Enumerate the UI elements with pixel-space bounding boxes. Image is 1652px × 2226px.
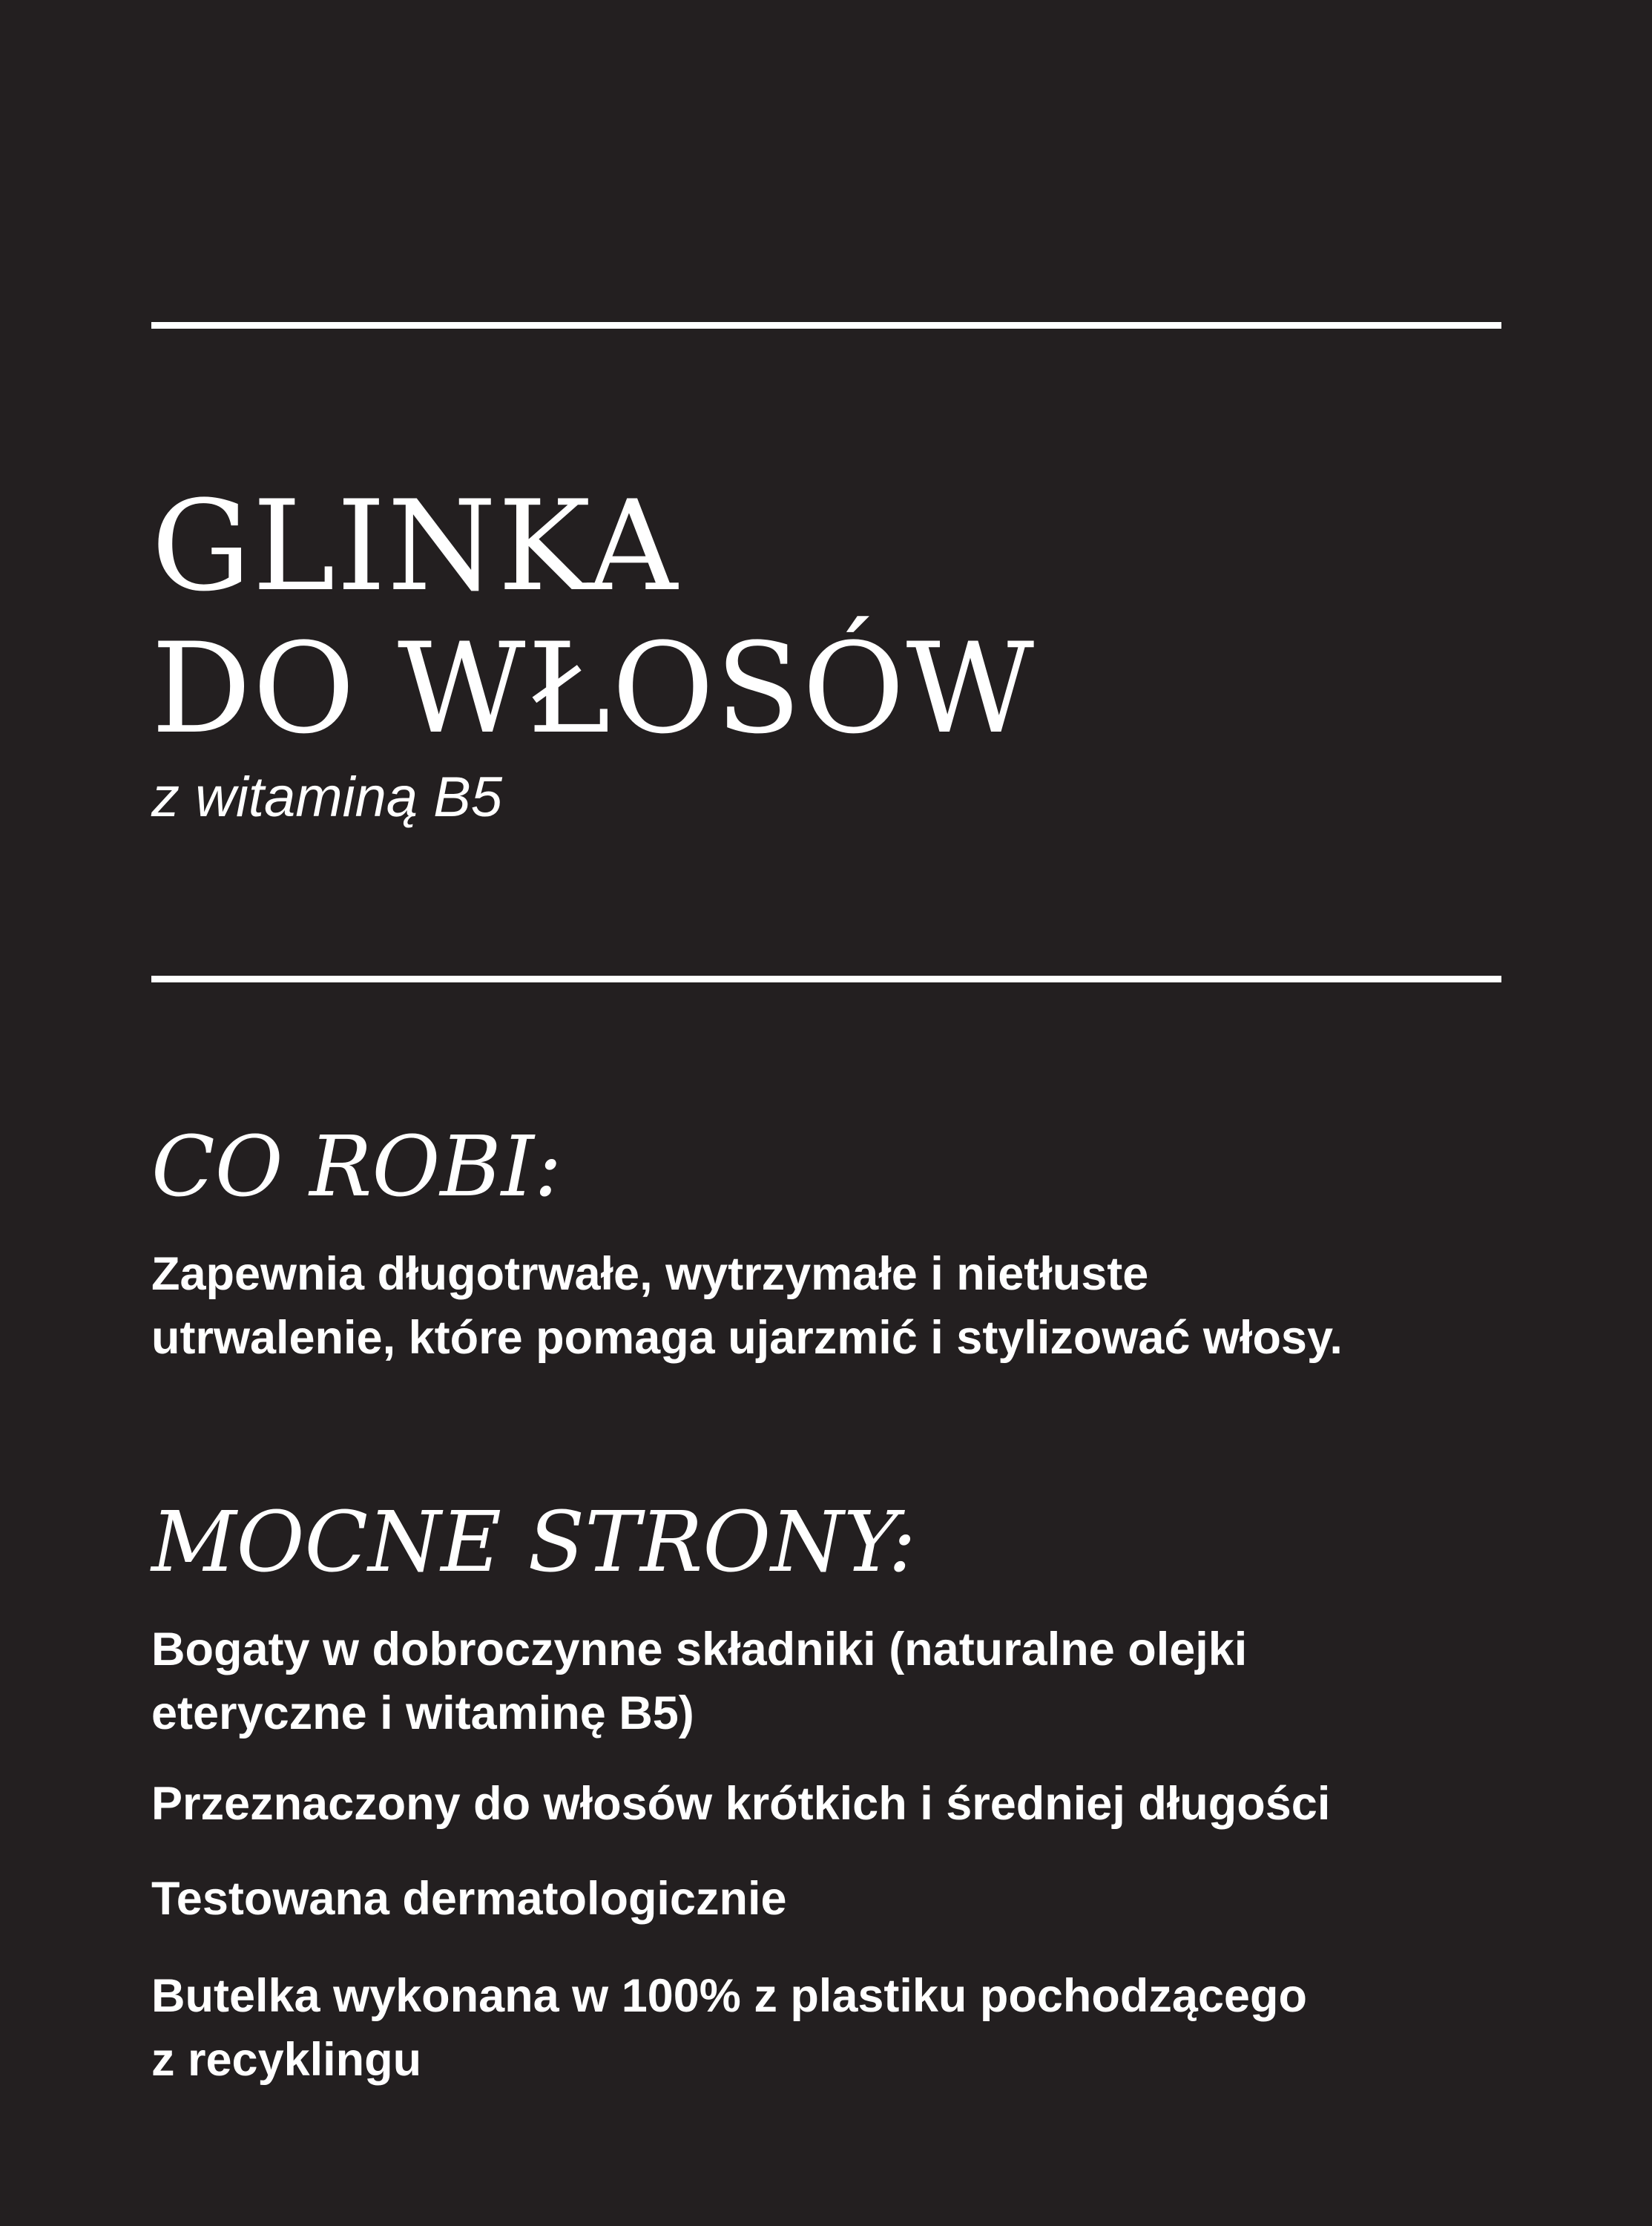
strength-item	[151, 1618, 1247, 1745]
what-it-does-line-2: utrwalenie, które pomaga ujarzmić i stylizować włosy.	[151, 1312, 1343, 1364]
strengths-heading: MOCNE STRONY:	[151, 1494, 916, 1591]
strength-item-line: Bogaty w dobroczynne składniki (naturalne olejki	[151, 1623, 1248, 1675]
what-it-does-heading: CO ROBI:	[151, 1119, 562, 1215]
top-divider	[151, 322, 1501, 329]
strength-item-line: Butelka wykonana w 100% z plastiku pochodzącego	[151, 1970, 1307, 2022]
strength-item-line: z recyklingu	[151, 2034, 422, 2086]
strength-item	[151, 1867, 787, 1931]
product-title	[151, 475, 1036, 760]
product-title-line-2: DO WŁOSÓW	[151, 616, 1036, 761]
product-title-line-1: GLINKA	[151, 473, 679, 619]
middle-divider	[151, 976, 1501, 982]
product-subtitle: z witaminą B5	[151, 766, 503, 829]
what-it-does-description	[151, 1242, 1546, 1370]
strength-item-line: Testowana dermatologicznie	[151, 1873, 787, 1925]
strength-item-line: Przeznaczony do włosów krótkich i średniej długości	[151, 1778, 1331, 1830]
strength-item	[151, 1964, 1307, 2092]
strength-item	[151, 1772, 1330, 1836]
what-it-does-line-1: Zapewnia długotrwałe, wytrzymałe i nietłuste	[151, 1248, 1149, 1300]
strength-item-line: eteryczne i witaminę B5)	[151, 1687, 694, 1739]
